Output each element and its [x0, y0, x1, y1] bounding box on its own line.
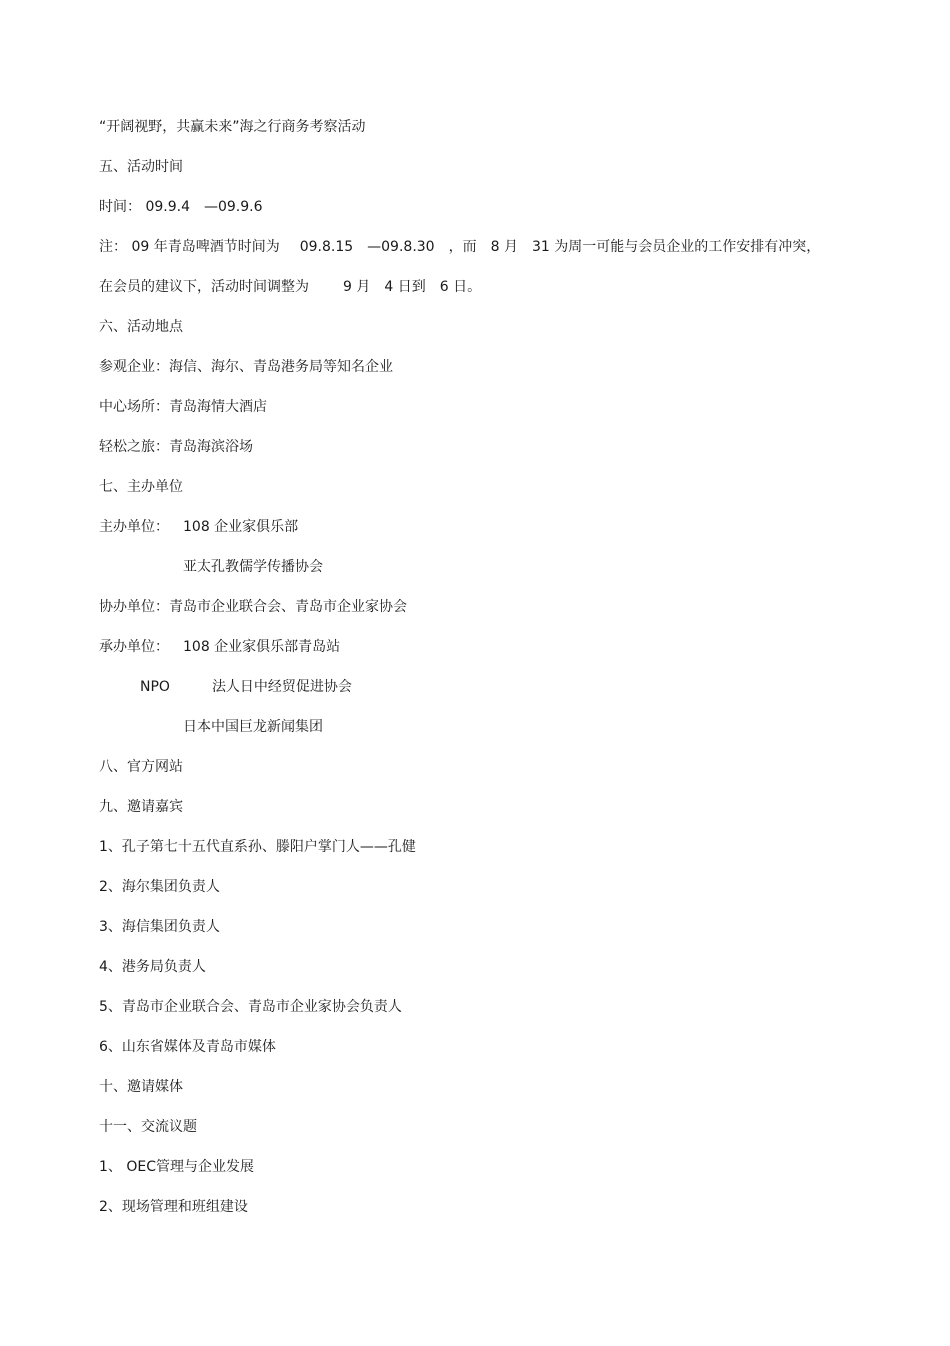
host-name-2: 亚太孔教儒学传播协会: [183, 559, 323, 575]
center-venue: 中心场所：青岛海情大酒店: [99, 399, 267, 415]
host-row: [99, 517, 298, 537]
npo-label: NPO: [140, 679, 170, 695]
organizer-npo-row: [140, 677, 352, 697]
visit-enterprises: 参观企业：海信、海尔、青岛港务局等知名企业: [99, 359, 393, 375]
document-title: “开阔视野，共赢未来”海之行商务考察活动: [99, 119, 366, 135]
section-heading-location: 六、活动地点: [99, 319, 183, 335]
note-text-d: 9 月 4 日到 6 日。: [343, 279, 482, 295]
organizer-name-3: 日本中国巨龙新闻集团: [183, 719, 323, 735]
guest-item: 6、山东省媒体及青岛市媒体: [99, 1039, 276, 1055]
organizer-label: 承办单位：: [99, 639, 169, 655]
topic-item: 1、 OEC管理与企业发展: [99, 1159, 254, 1175]
guest-item: 2、海尔集团负责人: [99, 879, 220, 895]
note-text-a: 注： 09 年青岛啤酒节时间为: [99, 239, 280, 255]
note-text-b: 09.8.15 —09.8.30 ，而 8 月 31 为周一可能与会员企业的工作安排有冲突，: [299, 239, 821, 255]
section-heading-topics: 十一、交流议题: [99, 1119, 197, 1135]
guest-item: 3、海信集团负责人: [99, 919, 220, 935]
organizer-row: [99, 637, 340, 657]
section-heading-guests: 九、邀请嘉宾: [99, 799, 183, 815]
note-line-1: [99, 237, 820, 257]
co-host: 协办单位：青岛市企业联合会、青岛市企业家协会: [99, 599, 407, 615]
relax-trip: 轻松之旅：青岛海滨浴场: [99, 439, 253, 455]
section-heading-time: 五、活动时间: [99, 159, 183, 175]
host-label: 主办单位：: [99, 519, 169, 535]
time-label: 时间：: [99, 199, 141, 215]
guest-item: 4、港务局负责人: [99, 959, 206, 975]
npo-name: 法人日中经贸促进协会: [211, 679, 352, 695]
time-value: 09.9.4 —09.9.6: [145, 199, 263, 215]
host-name-1: 108 企业家俱乐部: [183, 519, 299, 535]
topic-item: 2、现场管理和班组建设: [99, 1199, 248, 1215]
section-heading-hosts: 七、主办单位: [99, 479, 183, 495]
guest-item: 1、孔子第七十五代直系孙、滕阳户掌门人——孔健: [99, 839, 416, 855]
note-text-c: 在会员的建议下，活动时间调整为: [99, 279, 309, 295]
section-heading-website: 八、官方网站: [99, 759, 183, 775]
activity-time: [99, 197, 263, 217]
note-line-2: [99, 277, 481, 297]
section-heading-media: 十、邀请媒体: [99, 1079, 183, 1095]
guest-item: 5、青岛市企业联合会、青岛市企业家协会负责人: [99, 999, 402, 1015]
organizer-name-1: 108 企业家俱乐部青岛站: [183, 639, 341, 655]
